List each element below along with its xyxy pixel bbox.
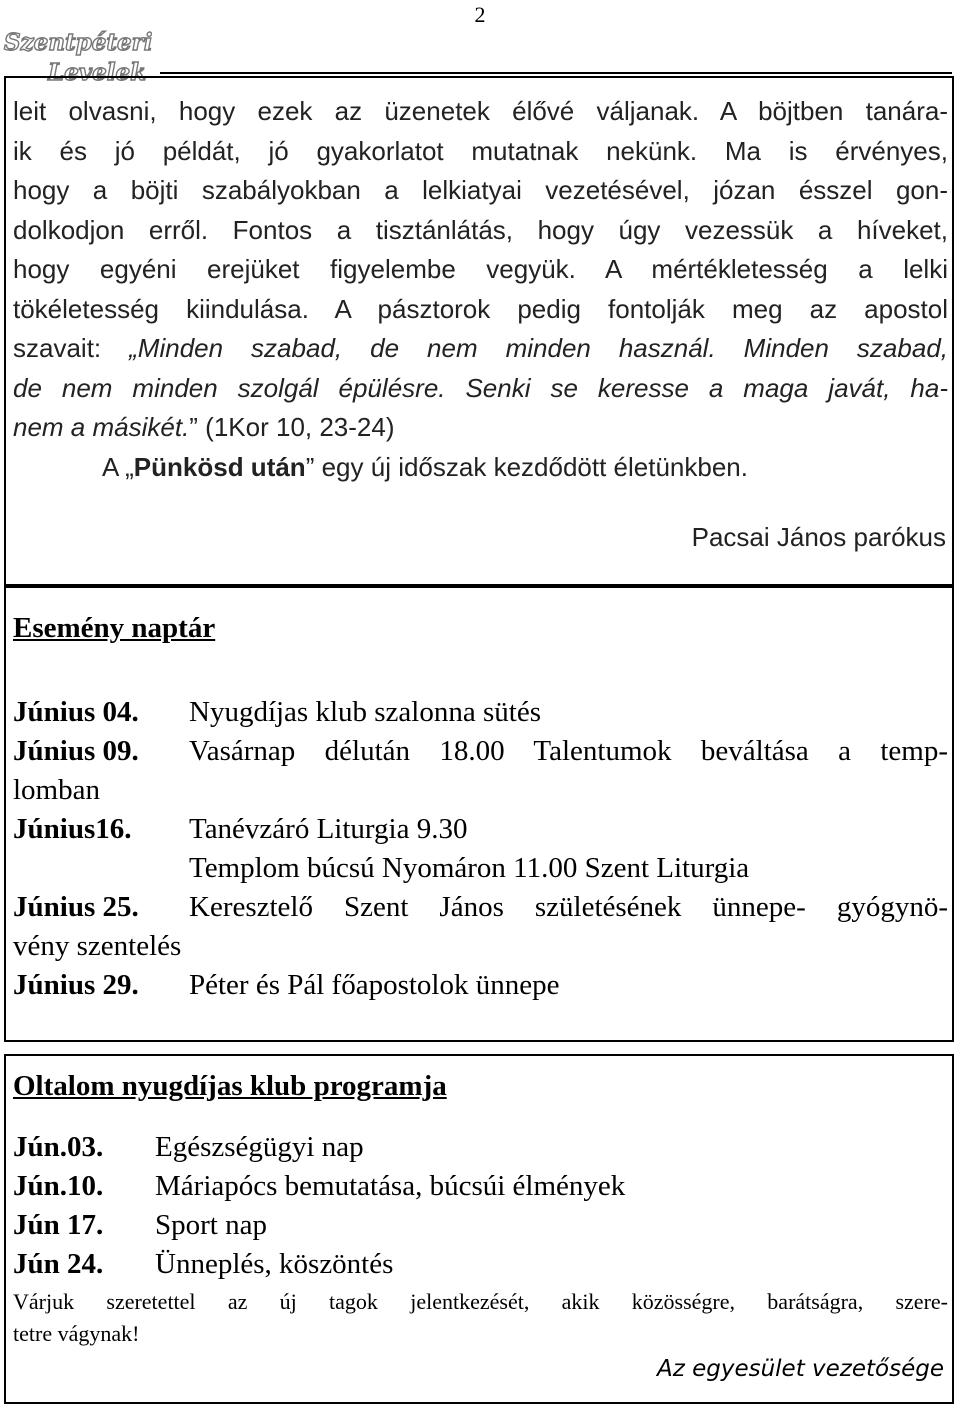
article-line: dolkodjon erről. Fontos a tisztánlátás, hogy úgy vezessük a híveket, bbox=[13, 214, 948, 245]
event-description: Keresztelő Szent János születésének ünnepe- gyógynö- bbox=[189, 891, 948, 923]
closing-suffix: ” egy új időszak kezdődött életünkben. bbox=[305, 451, 748, 482]
club-date: Jún 24. bbox=[13, 1248, 104, 1280]
article-line: ik és jó példát, jó gyakorlatot mutatnak nekünk. Ma is érvényes, bbox=[13, 135, 948, 166]
club-description: Ünneplés, köszöntés bbox=[155, 1248, 394, 1280]
article-signature: Pacsai János parókus bbox=[691, 522, 946, 552]
club-signature: Az egyesület vezetősége bbox=[656, 1356, 944, 1382]
club-description: Máriapócs bemutatása, búcsúi élmények bbox=[155, 1170, 626, 1202]
event-calendar-box bbox=[4, 586, 954, 1042]
club-description: Egészségügyi nap bbox=[155, 1131, 364, 1163]
club-note-line: tetre vágynak! bbox=[13, 1321, 140, 1346]
article-line: hogy a böjti szabályokban a lelkiatyai vezetésével, józan ésszel gon- bbox=[13, 175, 948, 205]
event-description: Péter és Pál főapostolok ünnepe bbox=[189, 969, 560, 1001]
article-line: leit olvasni, hogy ezek az üzenetek élővé váljanak. A böjtben tanára- bbox=[13, 96, 948, 126]
event-description-cont: lomban bbox=[13, 774, 100, 806]
header-rule bbox=[160, 72, 952, 74]
event-description: Templom búcsú Nyomáron 11.00 Szent Liturgia bbox=[189, 852, 750, 884]
logo-line1: Szentpéteri bbox=[4, 29, 152, 56]
event-description-cont: vény szentelés bbox=[13, 930, 182, 962]
club-date: Jún.10. bbox=[13, 1170, 104, 1202]
club-note-line: Várjuk szeretettel az új tagok jelentkezését, akik közösségre, barátságra, szere- bbox=[13, 1289, 948, 1314]
article-line: hogy egyéni erejüket figyelembe vegyük. A mértékletesség a lelki bbox=[13, 254, 948, 284]
article-box bbox=[4, 76, 954, 586]
page-number: 2 bbox=[474, 2, 486, 27]
quote-text: nem a másikét. bbox=[13, 412, 190, 442]
article-quote-end bbox=[13, 408, 948, 448]
event-date: Június 25. bbox=[13, 891, 139, 923]
event-description: Vasárnap délután 18.00 Talentumok beváltása a temp- bbox=[189, 735, 948, 767]
event-calendar-title: Esemény naptár bbox=[13, 612, 216, 644]
club-date: Jún.03. bbox=[13, 1131, 104, 1163]
club-date: Jún 17. bbox=[13, 1209, 104, 1241]
club-description: Sport nap bbox=[155, 1209, 267, 1241]
article-closing-line bbox=[13, 448, 948, 488]
event-description: Nyugdíjas klub szalonna sütés bbox=[189, 696, 541, 728]
event-date: Június 04. bbox=[13, 696, 139, 728]
closing-bold: Pünkösd után bbox=[133, 451, 306, 482]
quote-reference: ” (1Kor 10, 23-24) bbox=[189, 412, 395, 442]
event-date: Június16. bbox=[13, 813, 132, 845]
event-date: Június 09. bbox=[13, 735, 139, 767]
event-date: Június 29. bbox=[13, 969, 139, 1001]
event-description: Tanévzáró Liturgia 9.30 bbox=[189, 813, 468, 845]
quote-intro: szavait: bbox=[13, 333, 130, 363]
logo-line2: Levelek bbox=[48, 59, 147, 86]
article-text bbox=[13, 92, 948, 487]
article-quote-line: de nem minden szolgál épülésre. Senki se keresse a maga javát, ha- bbox=[13, 372, 948, 403]
club-program-title: Oltalom nyugdíjas klub programja bbox=[13, 1070, 447, 1102]
article-quote-line bbox=[13, 329, 948, 369]
club-invitation-note bbox=[13, 1286, 948, 1350]
club-program-box bbox=[4, 1054, 954, 1404]
quote-text: „Minden szabad, de nem minden használ. Minden szabad, bbox=[129, 333, 948, 363]
closing-prefix: A „ bbox=[102, 451, 134, 482]
article-line: tökéletesség kiindulása. A pásztorok pedig fontolják meg az apostol bbox=[13, 293, 948, 324]
